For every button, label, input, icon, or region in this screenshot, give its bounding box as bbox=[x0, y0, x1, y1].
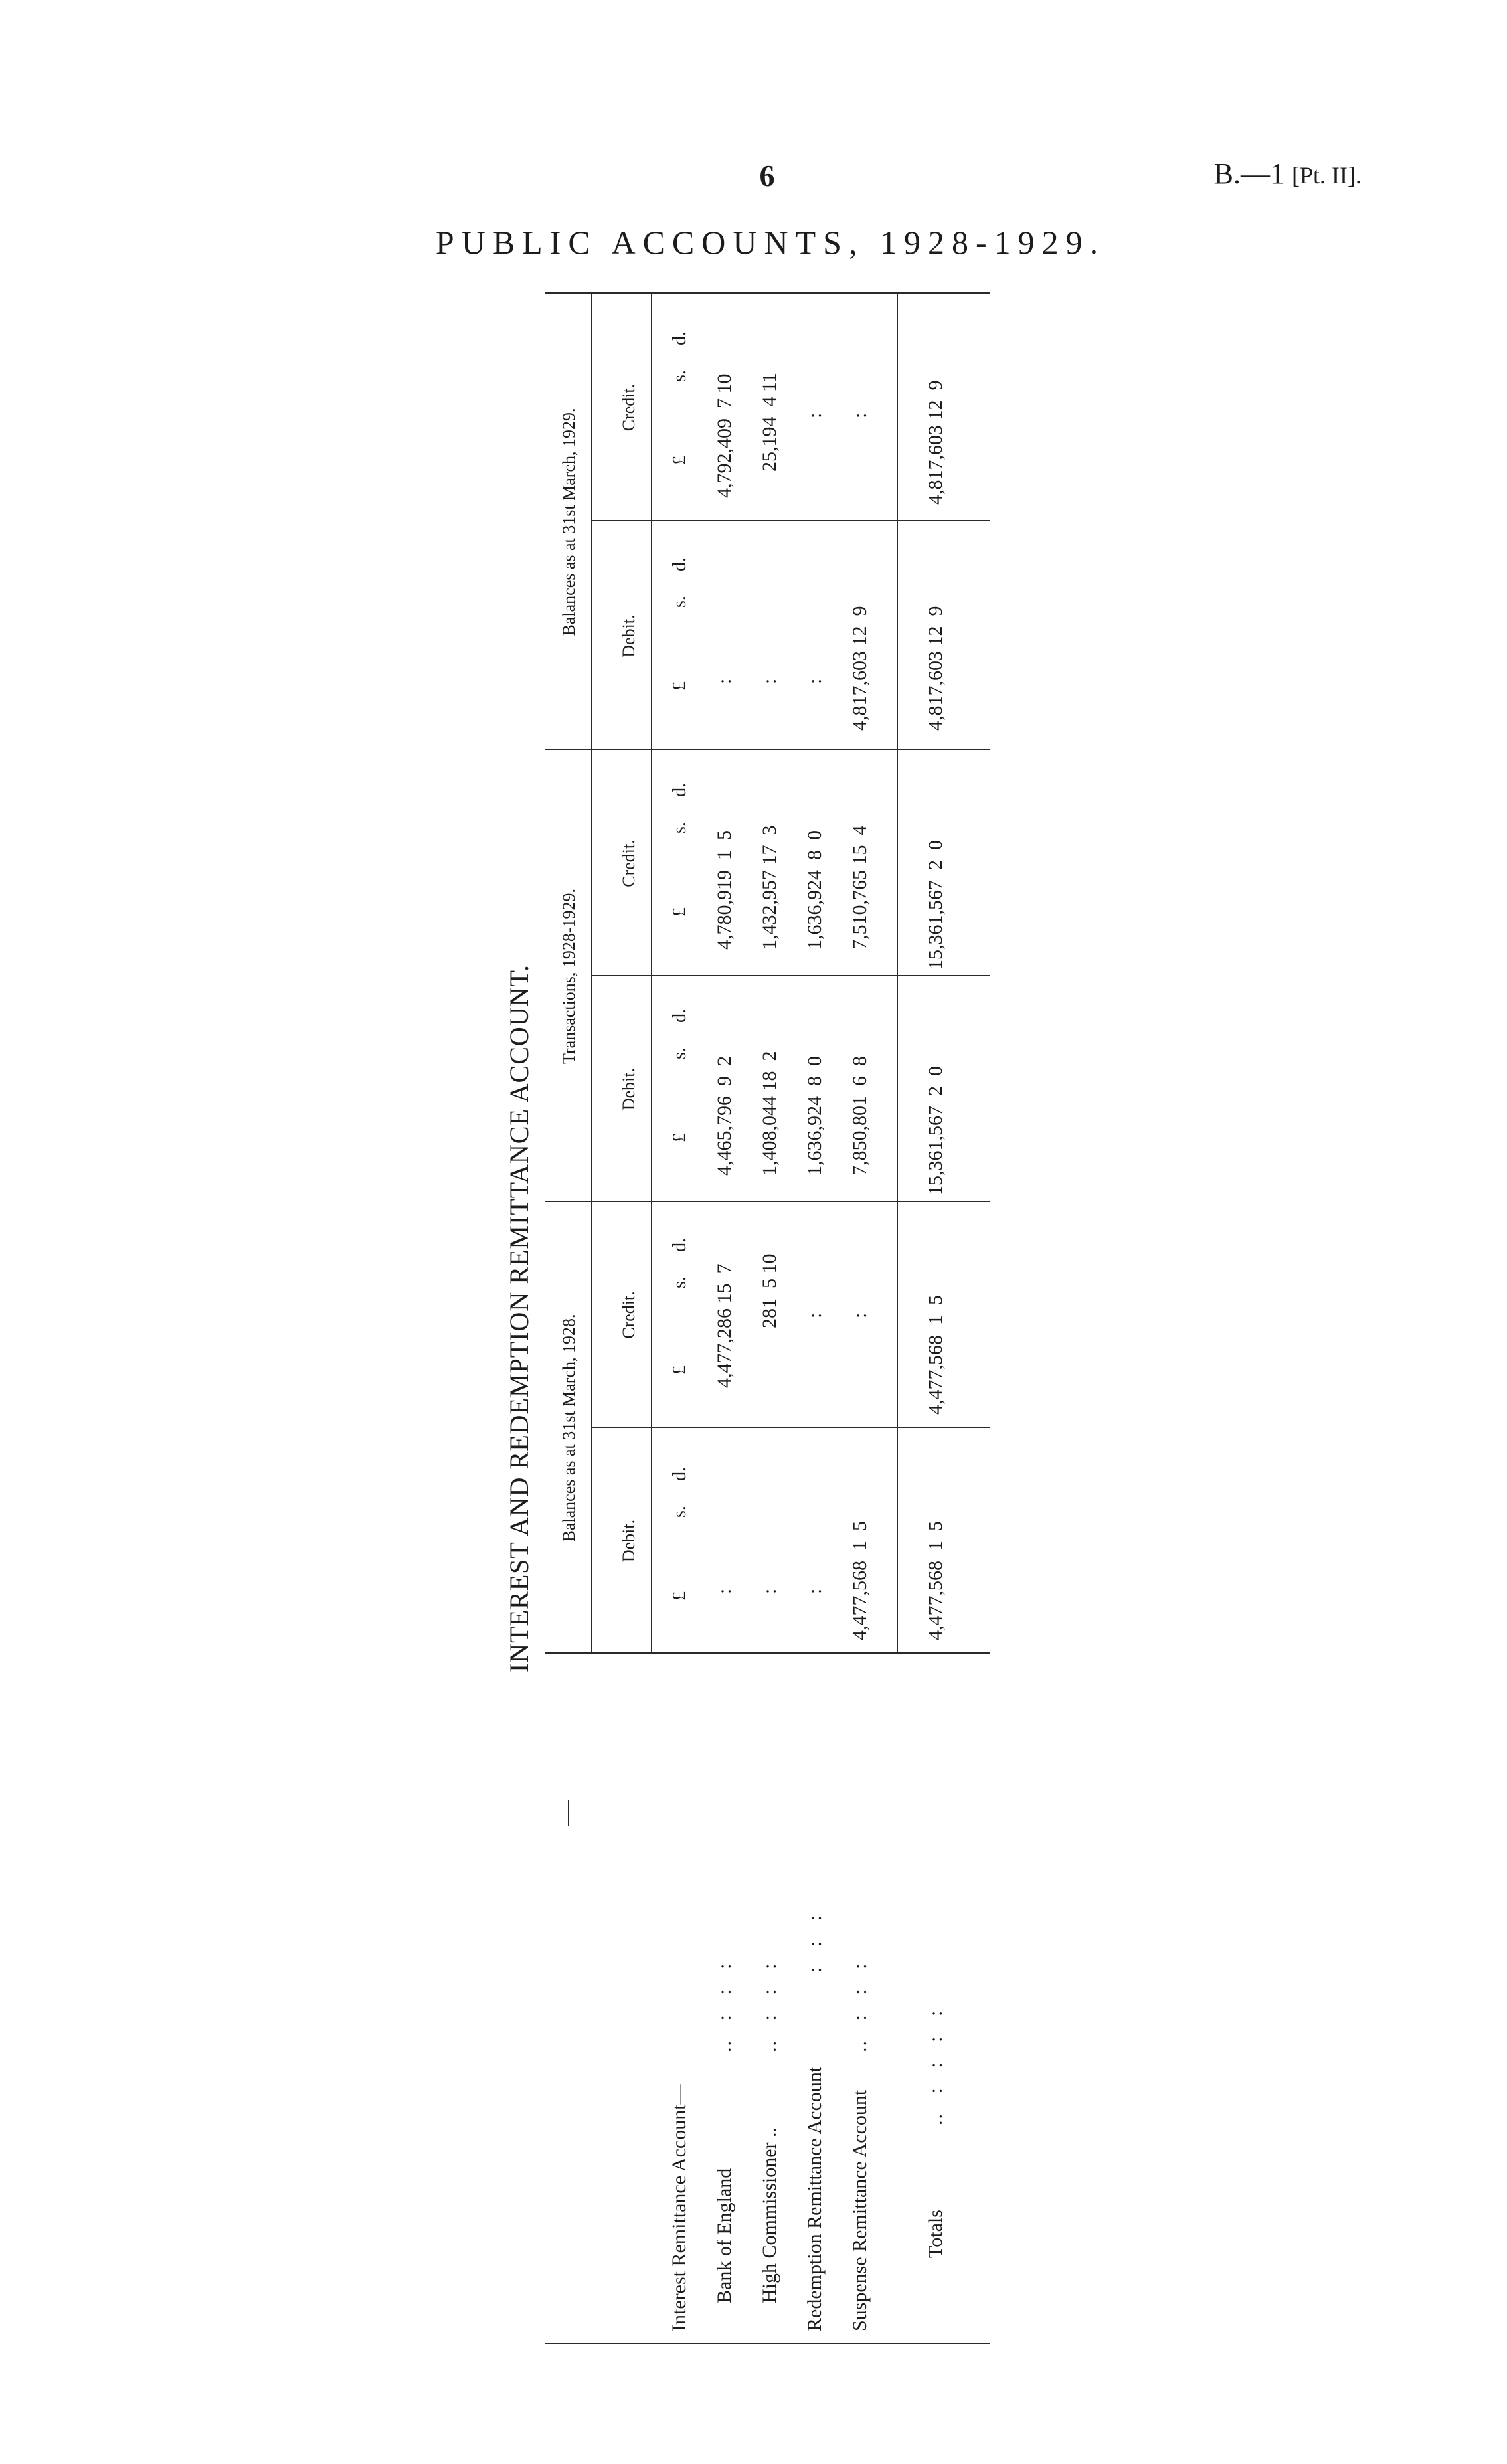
cell-totals-tr-credit: 15,361,567 2 0 bbox=[925, 840, 946, 970]
cell-high-tr-credit: 1,432,957 17 3 bbox=[758, 825, 780, 950]
bal28-credit-shilling: s. bbox=[669, 1276, 690, 1288]
bal28-debit-pound: £ bbox=[669, 1591, 690, 1601]
cell-high-bal29-debit: : bbox=[758, 678, 780, 684]
cell-suspense-bal28-credit: : bbox=[849, 1312, 871, 1318]
cell-suspense-tr-credit: 7,510,765 15 4 bbox=[849, 825, 871, 950]
page-title: PUBLIC ACCOUNTS, 1928-1929. bbox=[435, 224, 1106, 261]
bal28-debit-shilling: s. bbox=[669, 1506, 690, 1518]
leader-dots-high: .. : : : bbox=[758, 1962, 780, 2052]
group-header-balances-1929: Balances as at 31st March, 1929. bbox=[559, 408, 578, 636]
cell-suspense-bal28-debit: 4,477,568 1 5 bbox=[849, 1521, 871, 1640]
column-rule-stub bbox=[545, 1652, 990, 1654]
cell-high-tr-debit: 1,408,044 18 2 bbox=[758, 1051, 780, 1176]
bal28-debit-header: Debit. bbox=[619, 1519, 638, 1563]
cell-redemption-bal29-credit: : bbox=[804, 412, 826, 418]
row-label-high: High Commissioner .. bbox=[758, 2127, 780, 2303]
table-heading: INTEREST AND REDEMPTION REMITTANCE ACCOUNT. bbox=[504, 964, 534, 1673]
remittance-account-table bbox=[491, 292, 990, 2344]
column-rule-group2 bbox=[545, 749, 990, 750]
cell-totals-bal29-debit: 4,817,603 12 9 bbox=[925, 606, 946, 731]
cell-redemption-tr-debit: 1,636,924 8 0 bbox=[804, 1056, 826, 1176]
row-label-redemption: Redemption Remittance Account bbox=[804, 2066, 826, 2331]
bal29-debit-pound: £ bbox=[669, 681, 690, 691]
bal29-credit-shilling: s. bbox=[669, 370, 690, 382]
tr-debit-shilling: s. bbox=[669, 1047, 690, 1059]
leader-dots-bank: .. : : : bbox=[713, 1962, 735, 2052]
series-ref-part: [Pt. II]. bbox=[1292, 162, 1362, 189]
row-label-bank: Bank of England bbox=[713, 2168, 735, 2303]
tr-credit-pound: £ bbox=[669, 907, 690, 917]
bal29-debit-shilling: s. bbox=[669, 596, 690, 608]
cell-bank-bal28-credit: 4,477,286 15 7 bbox=[713, 1263, 735, 1388]
table-right-rule bbox=[545, 292, 990, 294]
row-label-interest: Interest Remittance Account— bbox=[668, 2084, 690, 2331]
cell-bank-bal28-debit: : bbox=[713, 1588, 735, 1594]
cell-totals-bal28-debit: 4,477,568 1 5 bbox=[925, 1521, 946, 1640]
leader-dots-suspense: .. : : : bbox=[849, 1962, 871, 2052]
group-header-balances-1928: Balances as at 31st March, 1928. bbox=[559, 1314, 578, 1542]
row-label-suspense: Suspense Remittance Account bbox=[849, 2089, 871, 2331]
bal29-debit-pence: d. bbox=[669, 557, 690, 571]
bal29-credit-pound: £ bbox=[669, 456, 690, 465]
bal28-credit-header: Credit. bbox=[619, 1291, 638, 1339]
bal29-credit-pence: d. bbox=[669, 331, 690, 345]
subheader-rule bbox=[651, 294, 652, 1654]
tr-credit-header: Credit. bbox=[619, 839, 638, 887]
cell-bank-bal29-credit: 4,792,409 7 10 bbox=[713, 373, 735, 498]
bal29-debit-header: Debit. bbox=[619, 614, 638, 658]
tr-debit-pence: d. bbox=[669, 1009, 690, 1023]
cell-suspense-bal29-credit: : bbox=[849, 412, 871, 418]
cell-redemption-tr-credit: 1,636,924 8 0 bbox=[804, 830, 826, 950]
cell-totals-tr-debit: 15,361,567 2 0 bbox=[925, 1066, 946, 1195]
cell-suspense-bal29-debit: 4,817,603 12 9 bbox=[849, 606, 871, 731]
cell-totals-bal29-credit: 4,817,603 12 9 bbox=[925, 380, 946, 505]
totals-rule bbox=[897, 294, 898, 1654]
bal28-credit-pence: d. bbox=[669, 1238, 690, 1252]
bal28-debit-pence: d. bbox=[669, 1467, 690, 1481]
cell-redemption-bal28-credit: : bbox=[804, 1312, 826, 1318]
cell-bank-tr-credit: 4,780,919 1 5 bbox=[713, 830, 735, 950]
tr-debit-header: Debit. bbox=[619, 1067, 638, 1111]
table-left-rule bbox=[545, 2343, 990, 2344]
tr-credit-pence: d. bbox=[669, 783, 690, 797]
cell-redemption-bal28-debit: : bbox=[804, 1588, 826, 1594]
row-label-totals: Totals bbox=[925, 2210, 946, 2258]
cell-bank-tr-debit: 4,465,796 9 2 bbox=[713, 1056, 735, 1176]
leader-dots-totals: .. : : : : bbox=[925, 2009, 946, 2125]
bal28-credit-pound: £ bbox=[669, 1365, 690, 1375]
group-header-transactions: Transactions, 1928-1929. bbox=[559, 888, 578, 1065]
cell-high-bal28-debit: : bbox=[758, 1588, 780, 1594]
stub-header-dash bbox=[568, 1800, 569, 1826]
series-reference bbox=[1136, 157, 1362, 191]
cell-redemption-bal29-debit: : bbox=[804, 678, 826, 684]
tr-credit-shilling: s. bbox=[669, 822, 690, 834]
leader-dots-redemption: : : : bbox=[804, 1913, 826, 1973]
tr-debit-pound: £ bbox=[669, 1133, 690, 1142]
bal29-credit-header: Credit. bbox=[619, 383, 638, 432]
group-header-rule bbox=[591, 294, 592, 1654]
series-ref-code: B.—1 bbox=[1213, 157, 1285, 190]
cell-high-bal29-credit: 25,194 4 11 bbox=[758, 373, 780, 472]
cell-high-bal28-credit: 281 5 10 bbox=[758, 1253, 780, 1328]
cell-suspense-tr-debit: 7,850,801 6 8 bbox=[849, 1056, 871, 1176]
column-rule-group1 bbox=[545, 1201, 990, 1202]
page-number: 6 bbox=[759, 159, 775, 193]
cell-bank-bal29-debit: : bbox=[713, 678, 735, 684]
cell-totals-bal28-credit: 4,477,568 1 5 bbox=[925, 1295, 946, 1415]
